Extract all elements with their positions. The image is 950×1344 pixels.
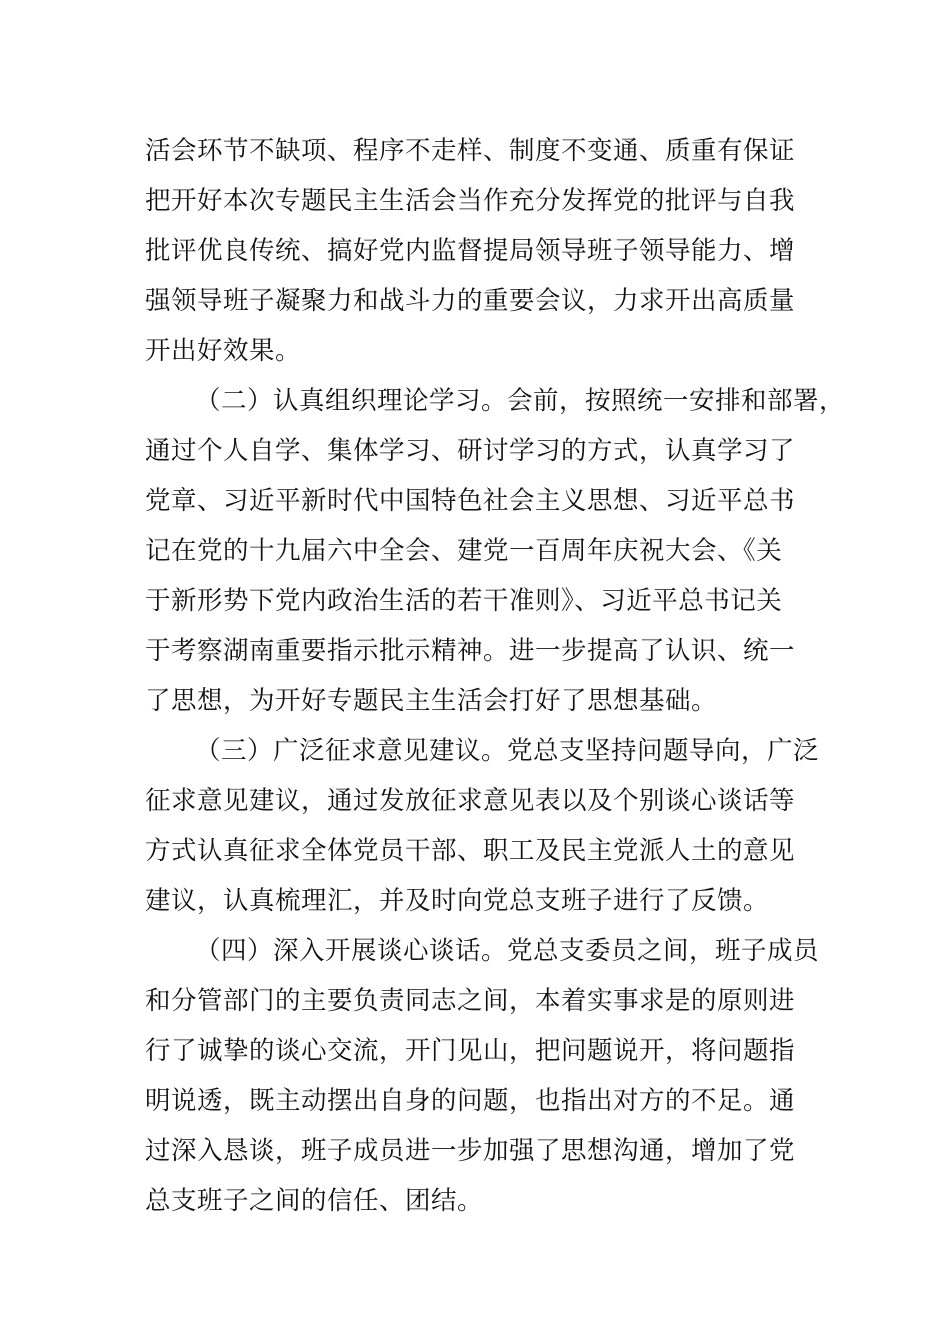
text-line: 了思想，为开好专题民主生活会打好了思想基础。 xyxy=(145,686,718,716)
text-line: 方式认真征求全体党员干部、职工及民主党派人土的意见 xyxy=(145,836,796,866)
text-line: 明说透，既主动摆出自身的问题，也指出对方的不足。通 xyxy=(145,1086,796,1116)
text-line: 强领导班子凝聚力和战斗力的重要会议，力求开出高质量 xyxy=(145,286,796,316)
text-line: 总支班子之间的信任、团结。 xyxy=(145,1186,484,1216)
paragraph-heading-line: （三）广泛征求意见建议。党总支坚持问题导向，广泛 xyxy=(195,736,820,766)
text-line: 行了诚挚的谈心交流，开门见山，把问题说开，将问题指 xyxy=(145,1036,796,1066)
text-line: 党章、习近平新时代中国特色社会主义思想、习近平总书 xyxy=(145,486,796,516)
text-line: 通过个人自学、集体学习、研讨学习的方式，认真学习了 xyxy=(145,436,796,466)
paragraph-heading-line: （二）认真组织理论学习。会前，按照统一安排和部署， xyxy=(195,386,846,416)
text-line: 把开好本次专题民主生活会当作充分发挥党的批评与自我 xyxy=(145,186,796,216)
text-line: 于新形势下党内政治生活的若干准则》、习近平总书记关 xyxy=(145,586,783,616)
text-line: 于考察湖南重要指示批示精神。进一步提高了认识、统一 xyxy=(145,636,796,666)
paragraph-heading-line: （四）深入开展谈心谈话。党总支委员之间，班子成员 xyxy=(195,936,820,966)
text-line: 开出好效果。 xyxy=(145,336,302,366)
text-line: 过深入恳谈，班子成员进一步加强了思想沟通，增加了党 xyxy=(145,1136,796,1166)
text-line: 活会环节不缺项、程序不走样、制度不变通、质重有保证 xyxy=(145,136,796,166)
text-line: 建议，认真梳理汇，并及时向党总支班子进行了反馈。 xyxy=(145,886,770,916)
text-line: 征求意见建议，通过发放征求意见表以及个别谈心谈话等 xyxy=(145,786,796,816)
text-line: 和分管部门的主要负责同志之间，本着实事求是的原则进 xyxy=(145,986,796,1016)
text-line: 批评优良传统、搞好党内监督提局领导班子领导能力、增 xyxy=(145,236,796,266)
text-line: 记在党的十九届六中全会、建党一百周年庆祝大会、《关 xyxy=(145,536,783,566)
